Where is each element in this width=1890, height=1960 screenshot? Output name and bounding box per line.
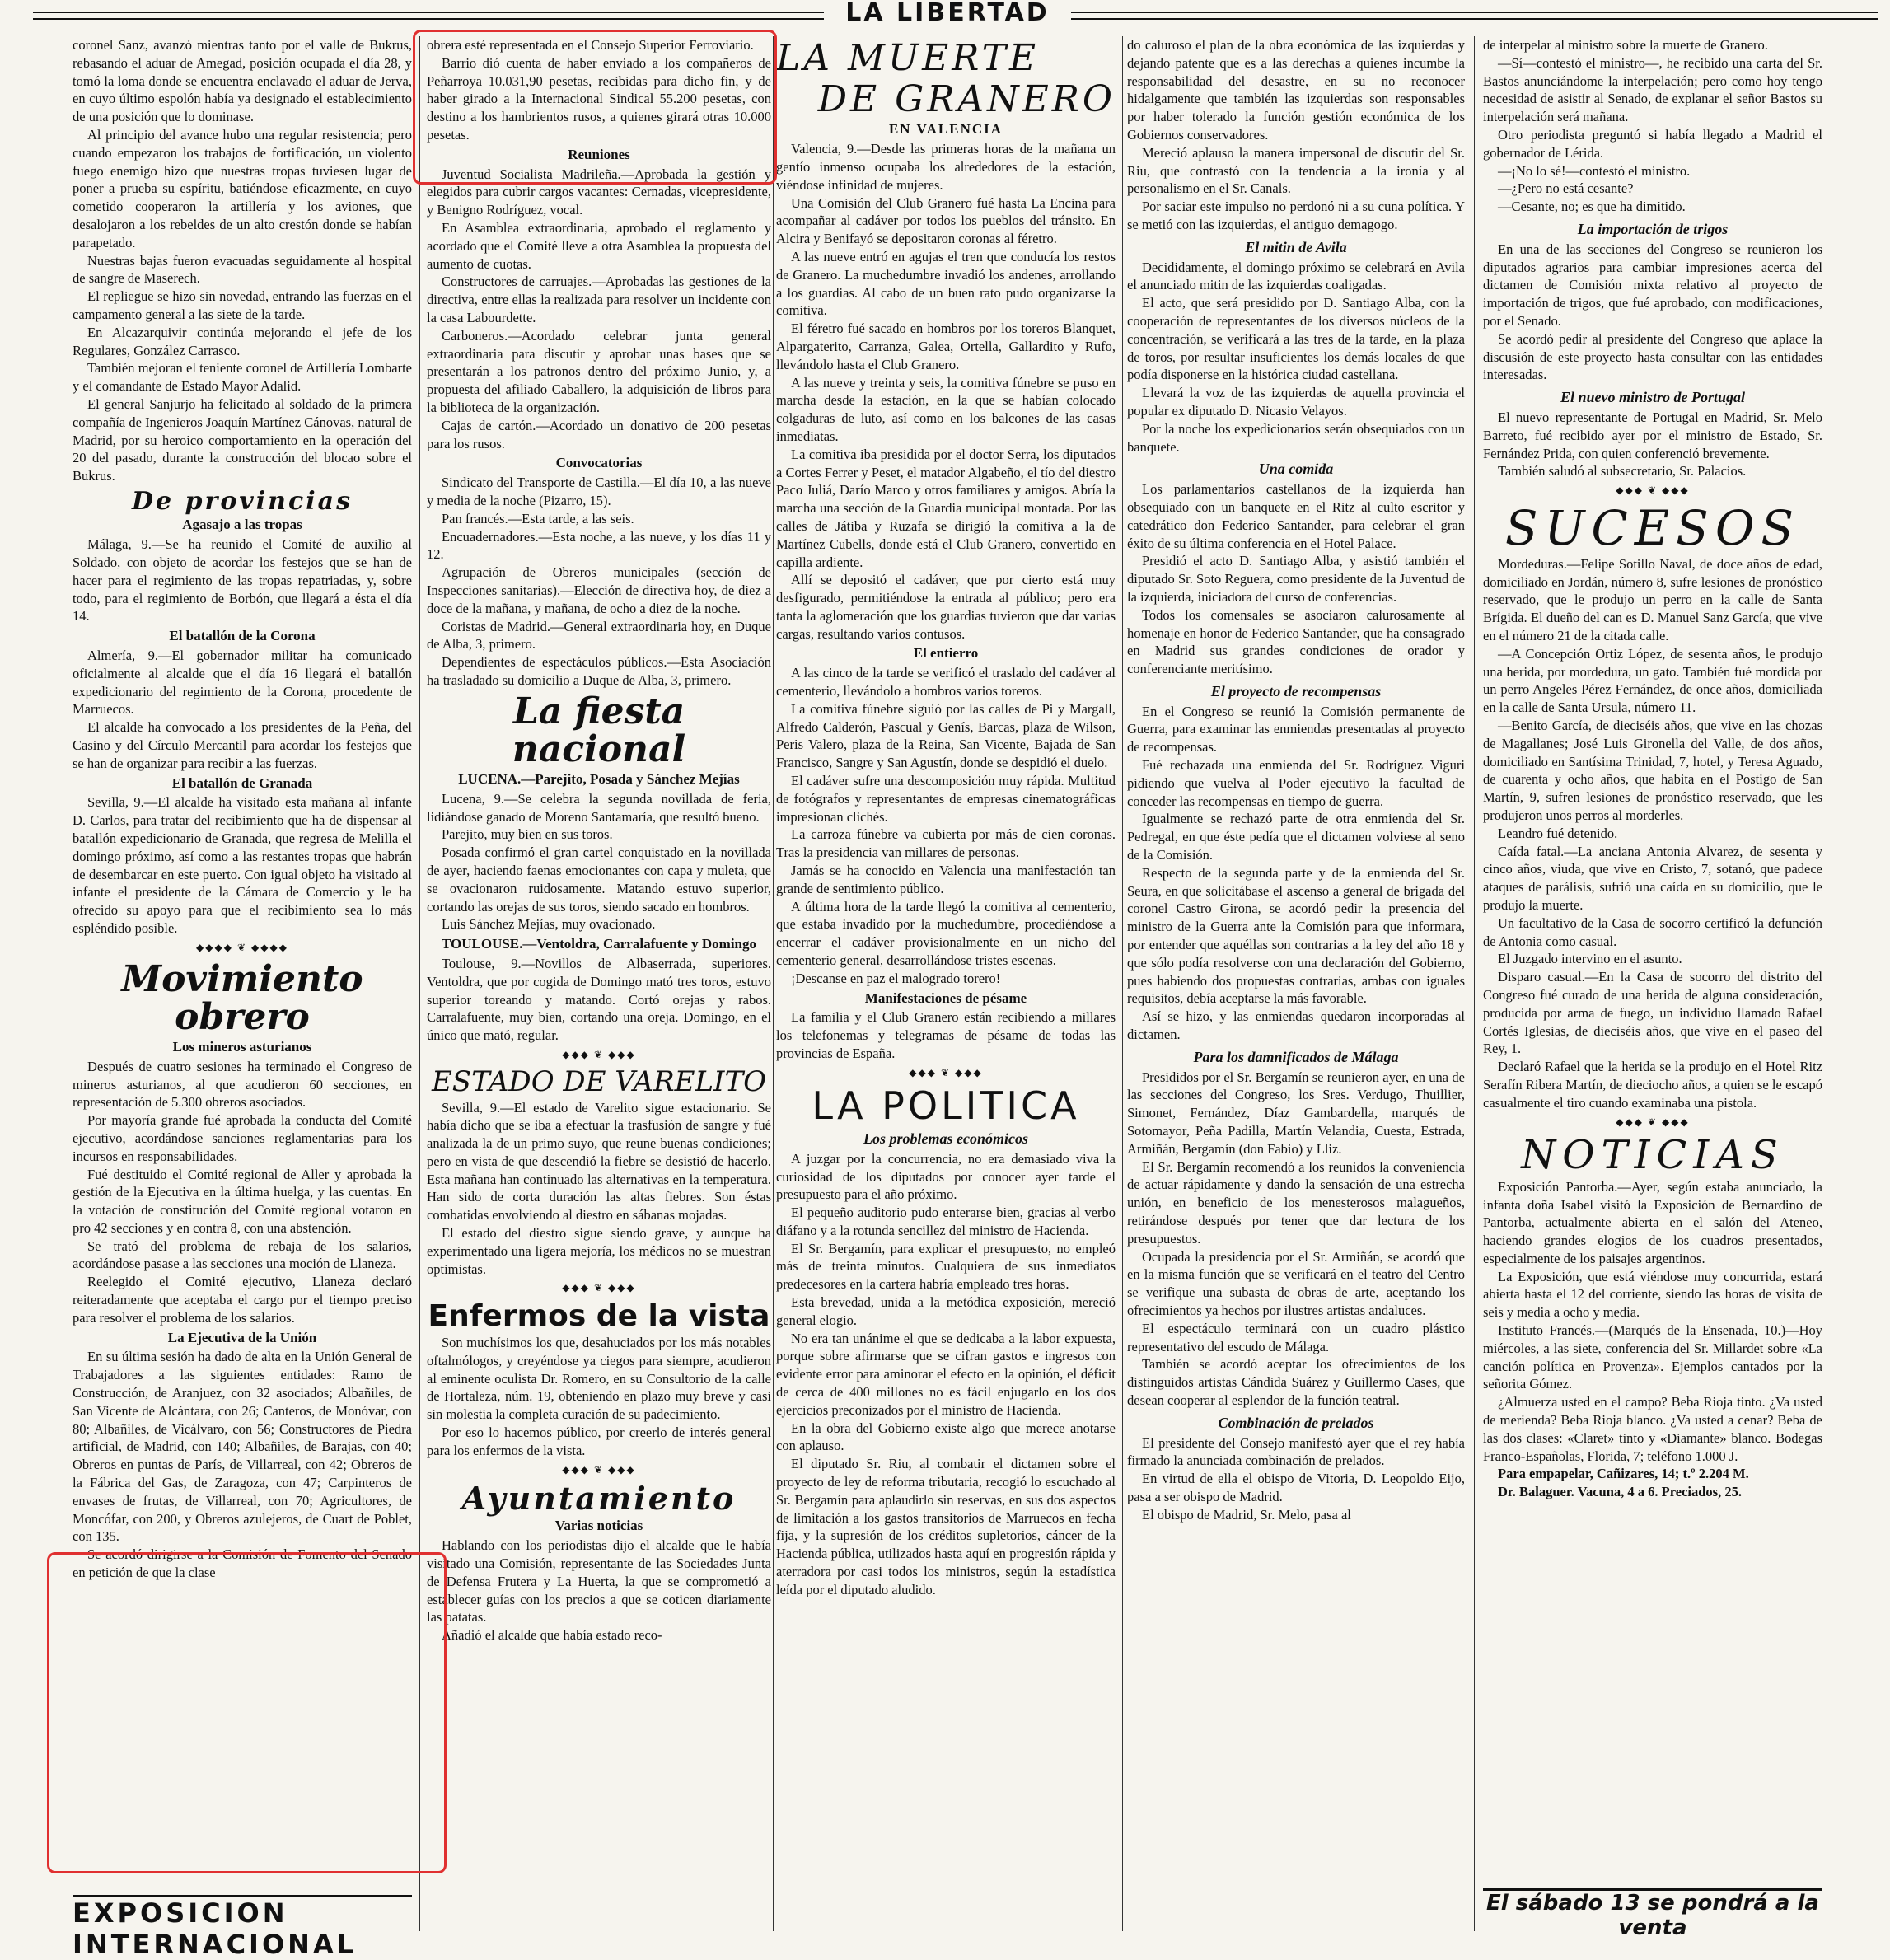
paragraph: Sindicato del Transporte de Castilla.—El día 10, a las nueve y media de la noche (Pizarro, 15). <box>427 475 771 508</box>
ornament-divider: ◆◆◆ ❦ ◆◆◆ <box>909 1066 983 1078</box>
paragraph: Posada confirmó el gran cartel conquistado en la novillada de ayer, haciendo faenas emocionantes con capa y muleta, que se ovacionaron ruidosamente. Matando estuvo superior, cortando las orejas de sus toros, siendo sacado en hombros. <box>427 844 771 915</box>
ornament-divider: ◆◆◆◆ ❦ ◆◆◆◆ <box>196 941 288 953</box>
paragraph: El diputado Sr. Riu, al combatir el dictamen sobre el proyecto de ley de reforma tributaria, recogió lo escuchado al Sr. Bergamín para aplaudirlo sin reservas, en sus dos aspectos de limitación a los gastos transitorios de Marruecos en fecha fija, y la supresión de los créditos supletorios, cáncer de la Hacienda pública, utilizados hasta aquí en progresión rápida y aterradora por casi todos los ministros, según la estadística leída por el diputado aludido. <box>776 1456 1116 1597</box>
ornament-divider: ◆◆◆ ❦ ◆◆◆ <box>1616 484 1690 497</box>
paragraph: En Asamblea extraordinaria, aprobado el reglamento y acordado que el Comité lleve a otra Asamblea la propuesta del aumento de cuotas. <box>427 219 771 272</box>
paragraph: Igualmente se rechazó parte de otra enmienda del Sr. Pedregal, en que éste pedía que el dictamen volviese al seno de la Comisión. <box>1127 811 1465 863</box>
paragraph: Caída fatal.—La anciana Antonia Alvarez, de sesenta y cinco años, viuda, que vive en Cristo, 7, sotanó, que padece ataques de parálisis, sufrió una caída en su domicilio, que le produjo la muerte. <box>1483 843 1822 913</box>
section-heading-sucesos: SUCESOS <box>1504 499 1801 556</box>
paragraph: Así se hizo, y las enmiendas quedaron incorporadas al dictamen. <box>1127 1008 1465 1043</box>
paragraph: Sevilla, 9.—El alcalde ha visitado esta mañana al infante D. Carlos, para tratar del recibimiento que ha de dispensar al batallón expedicionario de Granada, que regresa de Melilla el domingo próximo, así como a las restantes tropas que habrán de desembarcar en este puerto. Con igual objeto ha visitado al infante el presidente de la Cámara de Comercio y le ha ofrecido su apoyo para que el recibimiento sea lo más espléndido posible. <box>73 794 412 936</box>
paragraph: También saludó al subsecretario, Sr. Palacios. <box>1498 463 1747 479</box>
bottom-banner-exposicion: EXPOSICION INTERNACIONAL <box>73 1895 412 1960</box>
paragraph: En una de las secciones del Congreso se reunieron los diputados agrarios para cambiar impresiones acerca del dictamen de Comisión mixta relativo al proyecto de importación de trigos, que fué aprobado, con modificaciones, por el Senado. <box>1483 241 1822 329</box>
paragraph: En su última sesión ha dado de alta en la Unión General de Trabajadores a las siguientes entidades: Ramo de Construcción, de Aranjuez, con 32 asociados; Albañiles, de San Vicente de Alcántara, con 26; Canteros, de Monóvar, con 80; Albañiles, de Vicálvaro, con 56; Constructores de Piedra artificial, de Madrid, con 140; Albañiles, de Barajas, con 40; Obreros en puntas de París, de Villarreal, con 42; Obreros de la Fábrica del Gas, de Zaragoza, con 47; Carpinteros de envases de frutas, de Villarreal, con 70; Agricultores, de Moncófar, con 200, y Obreros azulejeros, de Cuart de Poblet, con 135. <box>73 1349 412 1545</box>
paragraph: Constructores de carruajes.—Aprobadas las gestiones de la directiva, entre ellas la realizada para resolver un incidente con la casa Labourdette. <box>427 274 771 325</box>
paragraph: Por la noche los expedicionarios serán obsequiados con un banquete. <box>1127 420 1465 455</box>
paragraph: El repliegue se hizo sin novedad, entrando las fuerzas en el campamento general a las siete de la tarde. <box>73 288 412 322</box>
paragraph: Agrupación de Obreros municipales (sección de Inspecciones sanitarias).—Elección de directiva hoy, de diez a doce de la mañana, y mañana, de ocho a diez de la noche. <box>427 564 771 616</box>
subheading: El nuevo ministro de Portugal <box>1560 389 1746 406</box>
paragraph: ¡Descanse en paz el malogrado torero! <box>791 970 1001 986</box>
paragraph: El espectáculo terminará con un cuadro plástico representativo del escudo de Málaga. <box>1127 1320 1465 1354</box>
paragraph: Después de cuatro sesiones ha terminado el Congreso de mineros asturianos, al que acudieron 60 secciones, en representación de 5.300 obreros asociados. <box>73 1058 412 1111</box>
paragraph: Otro periodista preguntó si había llegado a Madrid el gobernador de Lérida. <box>1483 126 1822 161</box>
section-heading-enfermos-vista: Enfermos de la vista <box>428 1299 770 1334</box>
paragraph: Fué destituido el Comité regional de Aller y aprobada la gestión de la Ejecutiva en la última huelga, y las cuentas. En la votación de constitución del Comité regional votaron en pro 42 secciones y en contra 8, con una abstención. <box>73 1166 412 1236</box>
subheading: LUCENA.—Parejito, Posada y Sánchez Mejías <box>458 771 740 788</box>
paragraph: —¿Pero no está cesante? <box>1498 180 1634 197</box>
paragraph: No era tan unánime el que se dedicaba a la labor expuesta, porque sobre afirmarse que se cifran gastos e ingresos con evidente error para aminorar el efecto en la opinión, el déficit de cerca de 400 millones no es fácil enjugarlo en los dos ejercicios preconizados por el ministro de Hacienda. <box>776 1330 1116 1418</box>
bottom-banner-sabado: El sábado 13 se pondrá a la venta <box>1483 1888 1822 1940</box>
section-heading-ayuntamiento: Ayuntamiento <box>461 1480 737 1518</box>
paragraph: Llevará la voz de las izquierdas de aquella provincia el popular ex diputado D. Nicasio Velayos. <box>1127 385 1465 419</box>
paragraph: Ocupada la presidencia por el Sr. Armiñán, se acordó que en la misma función que se verificará en el teatro del Centro se verifique una subasta de obras de arte, aceptando los ofrecimientos ya hechos por ilustres artistas andaluces. <box>1127 1248 1465 1318</box>
section-heading-noticias: NOTICIAS <box>1521 1132 1785 1179</box>
paragraph: Mereció aplauso la manera impersonal de discutir del Sr. Riu, que contrastó con la tendencia a la ironía y al personalismo en el Sr. Canals. <box>1127 144 1465 197</box>
paragraph: Encuadernadores.—Esta noche, a las nueve, y los días 11 y 12. <box>427 528 771 563</box>
paragraph: Juventud Socialista Madrileña.—Aprobada la gestión y elegidos para cubrir cargos vacantes: Cernadas, vicepresidente, y Benigno Rodríguez, vocal. <box>427 166 771 218</box>
paragraph: Instituto Francés.—(Marqués de la Ensenada, 10.)—Hoy miércoles, a las siete, conferencia del Sr. Millardet sobre «La canción política en Provenza». Ejemplos cantados por la señorita Gómez. <box>1483 1322 1822 1392</box>
paragraph: Fué rechazada una enmienda del Sr. Rodríguez Viguri pidiendo que vuelva al Poder ejecutivo la facultad de conceder las recompensas en tiempo de guerra. <box>1127 757 1465 809</box>
paragraph: El acto, que será presidido por D. Santiago Alba, con la cooperación de representantes de los diversos núcleos de la concentración, se verificará a las tres de la tarde, en la plaza de toros, por resultar insuficientes los demás locales de que podía disponerse en la histórica ciudad castellana. <box>1127 295 1465 383</box>
paragraph: Lucena, 9.—Se celebra la segunda novillada de feria, lidiándose ganado de Moreno Santamaría, que resultó bueno. <box>427 790 771 825</box>
paragraph: Sevilla, 9.—El estado de Varelito sigue estacionario. Se había dicho que se iba a efectuar la trasfusión de sangre y fué analizada la de un primo suyo, que reune buenas condiciones; pero en vista de que descendió la fiebre se desistió de hacerlo. Esta mañana han continuado las alternativas en la temperatura. Han sido de corta duración las altas fiebres. Son éstas combatidas envolviendo al diestro en sábanas mojadas. <box>427 1099 771 1223</box>
paragraph: Son muchísimos los que, desahuciados por los más notables oftalmólogos, y creyéndose ya ciegos para siempre, acudieron al eminente oculista Dr. Romero, en su Consultorio de la calle de Hortaleza, núm. 19, obteniendo en plazo muy breve y casi sin molestia la completa curación de su padecimiento. <box>427 1335 771 1423</box>
paragraph: Al principio del avance hubo una regular resistencia; pero cuando empezaron los trabajos de fortificación, un violento fuego enemigo hizo que nuestras tropas tuviesen lugar de poner a prueba su espíritu, batiéndose eficazmente, en cuyo cometido cooperaron la artillería y los aviones, que desalojaron a los rebeldes de un alto crestón donde se habían parapetado. <box>73 126 412 250</box>
paragraph: El obispo de Madrid, Sr. Melo, pasa al <box>1142 1506 1351 1523</box>
paragraph: de interpelar al ministro sobre la muerte de Granero. <box>1483 37 1768 53</box>
paragraph: Un facultativo de la Casa de socorro certificó la defunción de Antonia como casual. <box>1483 915 1822 949</box>
paragraph: Declaró Rafael que la herida se la produjo en el Hotel Ritz Serafín Ribera Martín, de dieciocho años, a quien se le escapó casualmente el tiro cuando examinaba una pistola. <box>1483 1059 1822 1111</box>
paragraph: El cadáver sufre una descomposición muy rápida. Multitud de fotógrafos y representantes de empresas cinematográficas impresionan clichés. <box>776 773 1116 825</box>
section-heading-la-politica: LA POLITICA <box>812 1083 1080 1128</box>
section-heading-fiesta-nacional: La fiesta nacional <box>512 690 686 770</box>
paragraph: —Cesante, no; es que ha dimitido. <box>1498 199 1686 215</box>
paragraph: La carroza fúnebre va cubierta por más de cien coronas. Tras la presidencia van millares de personas. <box>776 826 1116 861</box>
subheading: El proyecto de recompensas <box>1210 682 1382 699</box>
column-divider <box>1122 36 1123 1931</box>
paragraph: —¡No lo sé!—contestó el ministro. <box>1498 162 1691 179</box>
paragraph: Toulouse, 9.—Novillos de Albaserrada, superiores. Ventoldra, que por cogida de Domingo mató tres toros, estuvo superior toreando y matando. Cortó orejas y rabos. Carralafuente, muy bien, cortando una oreja. Domingo, en el único que mató, regular. <box>427 956 771 1044</box>
subheading: Varias noticias <box>554 1518 643 1534</box>
paragraph: Luis Sánchez Mejías, muy ovacionado. <box>442 916 656 933</box>
paragraph: Todos los comensales se asociaron calurosamente al homenaje en honor de Federico Santander, que ha consagrado en Madrid sus grandes condiciones de orador y conferenciante meritísimo. <box>1127 606 1465 677</box>
paragraph: Añadió el alcalde que había estado reco- <box>442 1627 662 1644</box>
masthead-rule-left <box>33 12 824 20</box>
paragraph: En la obra del Gobierno existe algo que merece anotarse con aplauso. <box>776 1420 1116 1454</box>
paragraph: Jamás se ha conocido en Valencia una manifestación tan grande de sentimiento público. <box>776 863 1116 896</box>
paragraph: Valencia, 9.—Desde las primeras horas de la mañana un gentío inmenso ocupaba los alrededores de la estación, viéndose infinidad de mujeres. <box>776 141 1116 193</box>
subheading: Para los damnificados de Málaga <box>1193 1048 1399 1065</box>
paragraph: El Sr. Bergamín recomendó a los reunidos la conveniencia de actuar rápidamente y dando la sensación de una estrecha unión, en beneficio de los menesterosos malagueños, retirándose después por tener que dar lectura de los presupuestos. <box>1127 1158 1465 1247</box>
paragraph: —Benito García, de dieciséis años, que vive en las chozas de Magallanes; José Luis Gironella del Valle, de dos años, domiciliado en Santísima Trinidad, 7, hotel, y Teresa Aguado, de cuarenta y ocho años, que habita en el Postigo de San Martín, 9, sufren lesiones de pronóstico reservado, que les produjeron unos perros al morderles. <box>1483 717 1822 823</box>
paragraph: Los parlamentarios castellanos de la izquierda han obsequiado con un banquete en el Ritz al culto escritor y catedrático don Federico Santander, para celebrar el gran éxito de su última conferencia en el Hotel Palace. <box>1127 481 1465 551</box>
paragraph: El general Sanjurjo ha felicitado al soldado de la primera compañía de Ingenieros Joaquín Martínez Cánovas, natural de Madrid, por su heroico comportamiento en la operación del 20 del pasado, durante la construcción del blocao sobre el Bukrus. <box>73 395 412 484</box>
column-3 <box>776 36 1116 1927</box>
paragraph: Pan francés.—Esta tarde, a las seis. <box>442 510 634 526</box>
column-4 <box>1127 36 1465 1927</box>
paragraph: Esta brevedad, unida a la metódica exposición, mereció general elogio. <box>776 1294 1116 1328</box>
paragraph: Hablando con los periodistas dijo el alcalde que le había visitado una Comisión, representante de las Sociedades Junta de Defensa Frutera y La Huerta, la que se comprometió a establecer guías con los precios a que se coticen diariamente las patatas. <box>427 1537 771 1626</box>
paragraph: Málaga, 9.—Se ha reunido el Comité de auxilio al Soldado, con objeto de acordar los festejos que se han de hacer para el regimiento de las tropas repatriadas, y, sobre todo, para el regimiento de Borbón, que llegará a ésta el día 14. <box>73 536 412 624</box>
paragraph: Allí se depositó el cadáver, que por cierto está muy desfigurado, permitiéndose la entrada al público; pero era tanta la aglomeración que los guardias tuvieron que dar varias cargas, resultando varios contusos. <box>776 572 1116 642</box>
paragraph: Almería, 9.—El gobernador militar ha comunicado oficialmente al alcalde que el día 16 llegará el batallón expedicionario del regimiento de la Corona, procedente de Marruecos. <box>73 648 412 718</box>
column-5 <box>1483 36 1822 1927</box>
subheading: Una comida <box>1258 461 1334 478</box>
subheading: TOULOUSE.—Ventoldra, Carralafuente y Domingo <box>441 936 757 952</box>
ornament-divider: ◆◆◆ ❦ ◆◆◆ <box>562 1463 636 1476</box>
paragraph: Parejito, muy bien en sus toros. <box>442 826 613 843</box>
subheading: La importación de trigos <box>1577 220 1729 237</box>
paragraph: A las nueve y treinta y seis, la comitiva fúnebre se puso en marcha desde la estación, en la que se habían colocado colgaduras de luto, así como en los balcones de las casas inmediatas. <box>776 374 1116 444</box>
paragraph: Coristas de Madrid.—General extraordinaria hoy, en Duque de Alba, 3, primero. <box>427 618 771 653</box>
paragraph: Barrio dió cuenta de haber enviado a los compañeros de Peñarroya 10.031,90 pesetas, recibidas para dicho fin, y de haber girado a la Internacional Sindical 55.200 pesetas, con destino a los hambrientos rusos, a quienes girará otras 10.000 pesetas. <box>427 54 771 143</box>
ornament-divider: ◆◆◆ ❦ ◆◆◆ <box>562 1282 636 1294</box>
subheading: Convocatorias <box>555 455 643 471</box>
paragraph: Decididamente, el domingo próximo se celebrará en Avila el anunciado mitin de las izquierdas coaligadas. <box>1127 259 1465 293</box>
subheading: El batallón de la Corona <box>169 628 316 644</box>
paragraph: A última hora de la tarde llegó la comitiva al cementerio, que estaba invadido por la muchedumbre, procediéndose a encerrar el cadáver provisionalmente en un nicho del cementerio general, desarrollándose tristes escenas. <box>776 898 1116 969</box>
paragraph: En Alcazarquivir continúa mejorando el jefe de los Regulares, González Carrasco. <box>73 324 412 358</box>
paragraph: Se acordó dirigirse a la Comisión de Fomento del Senado en petición de que la clase <box>73 1546 412 1581</box>
subheading: Los mineros asturianos <box>172 1038 312 1055</box>
paragraph: Reelegido el Comité ejecutivo, Llaneza declaró reiteradamente que aceptaba el cargo por el tiempo preciso para resolver el problema de los salarios. <box>73 1274 412 1326</box>
paragraph: Presidió el acto D. Santiago Alba, y asistió también el diputado Sr. Soto Reguera, como presidente de la Juventud de la izquierda, iniciadora del curso de conferencias. <box>1127 553 1465 605</box>
paragraph: Exposición Pantorba.—Ayer, según estaba anunciado, la infanta doña Isabel visitó la Exposición de Bernardino de Pantorba, actualmente abierta en el salón del Ateneo, haciendo grandes elogios de los cuadros presentados, especialmente de los paisajes argentinos. <box>1483 1178 1822 1266</box>
subheading: El batallón de Granada <box>171 774 313 791</box>
section-heading-movimiento-obrero: Movimiento obrero <box>121 957 363 1038</box>
subheading: Los problemas económicos <box>863 1130 1028 1147</box>
advertisement: Para empapelar, Cañizares, 14; t.º 2.204 M. <box>1498 1466 1749 1482</box>
paragraph: La comitiva fúnebre siguió por las calles de Pi y Margall, Alfredo Calderón, Pascual y Genís, Barcas, plaza de Wilson, Peris Valero, plaza de la Reina, San Vicente, Bajada de San Francisco, Sangre y San Agustín, donde se despidió el duelo. <box>776 700 1116 771</box>
paragraph: Por mayoría grande fué aprobada la conducta del Comité ejecutivo, acordándose sanciones reglamentarias para los incursos en responsabilidades. <box>73 1112 412 1164</box>
paragraph: Se acordó pedir al presidente del Congreso que aplace la discusión de este proyecto hasta consultar con las entidades interesadas. <box>1483 330 1822 383</box>
subheading: Agasajo a las tropas <box>182 517 302 533</box>
paragraph: Dependientes de espectáculos públicos.—Esta Asociación ha trasladado su domicilio a Duque de Alba, 3, primero. <box>427 654 771 688</box>
subheading: Manifestaciones de pésame <box>864 989 1027 1006</box>
paragraph: Una Comisión del Club Granero fué hasta La Encina para acompañar al cadáver por todos los pueblos del tránsito. En Alcira y Benifayó se depositaron coronas al féretro. <box>776 194 1116 247</box>
subheading: La Ejecutiva de la Unión <box>167 1329 317 1345</box>
headline-la-muerte: LA MUERTE <box>776 37 1040 79</box>
paragraph: Presididos por el Sr. Bergamín se reunieron ayer, en una de las secciones del Congreso, los Sres. Verdugo, Thuillier, Simonet, Fernández, Díaz Gambardella, marqués de Sotomayor, Peña Padilla, Martín Velandia, Cuesta, Estrada, Armiñán, Bergamín (don Fabio) y Lliz. <box>1127 1069 1465 1157</box>
paragraph: La Exposición, que está viéndose muy concurrida, estará abierta hasta el 12 del corriente, siendo las horas de visita de seis y media a ocho y media. <box>1483 1268 1822 1321</box>
paragraph: En el Congreso se reunió la Comisión permanente de Guerra, para examinar las enmiendas presentadas al proyecto de recompensas. <box>1127 703 1465 755</box>
masthead <box>0 0 1890 25</box>
paragraph: La familia y el Club Granero están recibiendo a millares los telefonemas y telegramas de pésame de todas las provincias de España. <box>776 1009 1116 1062</box>
ornament-divider: ◆◆◆ ❦ ◆◆◆ <box>562 1049 636 1061</box>
subheading: El mitin de Avila <box>1245 238 1347 255</box>
subheading: EN VALENCIA <box>888 121 1003 138</box>
paragraph: —Sí—contestó el ministro—, he recibido una carta del Sr. Bastos anunciándome la interpelación; pero como hoy tengo necesidad de asistir al Senado, de explanar el señor Bastos su interpelación será mañana. <box>1483 54 1822 125</box>
paragraph: A las cinco de la tarde se verificó el traslado del cadáver al cementerio, llevándolo a hombros varios toreros. <box>776 665 1116 699</box>
paragraph: ¿Almuerza usted en el campo? Beba Rioja tinto. ¿Va usted de merienda? Beba Rioja blanco. ¿Va usted a cenar? Beba de las dos clases: «Claret» tinto y «Diamante» blanco. Bodegas Franco-Españolas, Florida, 7; teléfono 1.000 J. <box>1483 1394 1822 1464</box>
masthead-title: LA LIBERTAD <box>845 0 1050 27</box>
paragraph: Respecto de la segunda parte y de la enmienda del Sr. Seura, en que solicitábase el ascenso a general de brigada del coronel Castro Girona, se acordó pedir la presencia del ministro de la Guerra ante la Comisión para que informara, por entender que aquéllas son contrarias a la ley del año 18 y que sólo podía resolverse con una declaración del Gobierno, pues habiendo dos propuestas contrarias, ambas con iguales requisitos, debía aceptarse la más favorable. <box>1127 864 1465 1007</box>
paragraph: —A Concepción Ortiz López, de sesenta años, le produjo una herida, por mordedura, un gato. También fué mordida por un perro Angeles Pérez Fernández, de once años, domiciliada en la calle de Santa Ursula, número 11. <box>1483 645 1822 716</box>
paragraph: El presidente del Consejo manifestó ayer que el rey había firmado la anunciada combinación de prelados. <box>1127 1434 1465 1469</box>
paragraph: Carboneros.—Acordado celebrar junta general extraordinaria para discutir y aprobar unas bases que se presentarán a los patronos dentro del próximo Junio, y, a propuesta del afiliado Caballero, la adquisición de libros para la biblioteca de la organización. <box>427 327 771 415</box>
subheading: El entierro <box>913 645 979 662</box>
section-heading-varelito: ESTADO DE VARELITO <box>431 1064 767 1098</box>
paragraph: A juzgar por la concurrencia, no era demasiado viva la curiosidad de los diputados por conocer ayer tarde el presupuesto para el año próximo. <box>776 1150 1116 1203</box>
paragraph: El féretro fué sacado en hombros por los toreros Blanquet, Alpargaterito, Carranza, Galea, Ortella, Gallardito y Rufo, llevándolo hasta el Club Granero. <box>776 320 1116 372</box>
paragraph: También mejoran el teniente coronel de Artillería Lombarte y el comandante de Estado Mayor Adalid. <box>73 360 412 395</box>
paragraph: Disparo casual.—En la Casa de socorro del distrito del Congreso fué curado de una herida de alguna consideración, producida por arma de fuego, un individuo llamado Rafael Cortés Iglesias, de dieciséis años, que vive en el paseo del Rey, 1. <box>1483 969 1822 1057</box>
paragraph: Por eso lo hacemos público, por creerlo de interés general para los enfermos de la vista. <box>427 1424 771 1458</box>
subheading: Reuniones <box>568 146 630 162</box>
paragraph: El Sr. Bergamín, para explicar el presupuesto, no empleó más de treinta minutos. Cualquiera de sus inmediatos predecesores en la cartera habría empleado tres horas. <box>776 1240 1116 1293</box>
section-heading-provincias: De provincias <box>132 486 353 516</box>
paragraph: El Juzgado intervino en el asunto. <box>1498 951 1682 967</box>
paragraph: Leandro fué detenido. <box>1498 825 1618 841</box>
paragraph: El pequeño auditorio pudo enterarse bien, gracias al verbo diáfano y a la rotunda sencillez del ministro de Hacienda. <box>776 1205 1116 1238</box>
highlight-box-bottom <box>47 1552 447 1873</box>
headline-de-granero: DE GRANERO <box>817 78 1116 121</box>
paragraph: Por saciar este impulso no perdonó ni a su cuna política. Y se metió con las izquierdas, el antiguo demagogo. <box>1127 199 1465 232</box>
paragraph: El nuevo representante de Portugal en Madrid, Sr. Melo Barreto, fué recibido ayer por el ministro de Estado, Sr. Fernández Prida, con quien conferenció brevemente. <box>1483 409 1822 461</box>
paragraph: En virtud de ella el obispo de Vitoria, D. Leopoldo Eijo, pasa a ser obispo de Madrid. <box>1127 1471 1465 1504</box>
paragraph: coronel Sanz, avanzó mientras tanto por el valle de Bukrus, rebasando el aduar de Amegad, posición ocupada el día 28, y tomó la loma donde se encuentra enclavado el aduar de Jerva, en cuyo último espolón había ya designado el establecimiento de una posición que lo dominase. <box>73 37 412 125</box>
paragraph: obrera esté representada en el Consejo Superior Ferroviario. <box>427 37 754 53</box>
paragraph: Nuestras bajas fueron evacuadas seguidamente al hospital de sangre de Maserech. <box>73 252 412 287</box>
paragraph: Se trató del problema de rebaja de los salarios, acordándose pasase a las secciones una moción de Llaneza. <box>73 1237 412 1272</box>
subheading: Combinación de prelados <box>1218 1414 1374 1431</box>
ornament-divider: ◆◆◆ ❦ ◆◆◆ <box>1616 1116 1690 1128</box>
paragraph: Cajas de cartón.—Acordado un donativo de 200 pesetas para los rusos. <box>427 417 771 451</box>
paragraph: Mordeduras.—Felipe Sotillo Naval, de doce años de edad, domiciliado en Jordán, número 8, sufre lesiones de pronóstico reservado, que le produjo un perro en la calle de Santa Brígida. El dueño del can es D. Manuel Sanz García, que vive en el número 21 de la citada calle. <box>1483 555 1822 643</box>
highlight-box-top <box>413 30 777 185</box>
paragraph: El alcalde ha convocado a los presidentes de la Peña, del Casino y del Círculo Mercantil para acordar los festejos que se han de organizar para recibir a las fuerzas. <box>73 719 412 771</box>
masthead-rule-right <box>1071 12 1878 20</box>
column-2 <box>427 36 771 1927</box>
column-divider <box>773 36 774 1931</box>
paragraph: También se acordó aceptar los ofrecimientos de los distinguidos artistas Cándida Suárez y Guillermo Cases, que desean cooperar al esplendor de la función teatral. <box>1127 1356 1465 1408</box>
advertisement: Dr. Balaguer. Vacuna, 4 a 6. Preciados, 25. <box>1498 1484 1742 1500</box>
paragraph: La comitiva iba presidida por el doctor Serra, los diputados a Cortes Ferrer y Peset, el matador Algabeño, el tío del diestro Paco Juliá, Darío Marco y otros familiares y amigos. Abría la marcha una sección de la Guardia municipal montada. Por las calles de Játiba y Ruzafa se dirigió la comitiva a la de Martínez Cubells, donde está el Club Granero, convertido en capilla ardiente. <box>776 446 1116 570</box>
column-divider <box>1474 36 1475 1931</box>
paragraph: El estado del diestro sigue siendo grave, y aunque ha experimentado una ligera mejoría, los médicos no se muestran optimistas. <box>427 1225 771 1277</box>
paragraph: A las nueve entró en agujas el tren que conducía los restos de Granero. La muchedumbre invadió los andenes, arrollando a los guardias. Al cabo de un buen rato pudo organizarse la comitiva. <box>776 248 1116 319</box>
paragraph: do caluroso el plan de la obra económica de las izquierdas y dejando patente que es a las derechas a quienes incumbe la responsabilidad del desastre, en su no reconocer hidalgamente que también las izquierdas son responsables por haber tolerado la función gestión económica de los Gobiernos conservadores. <box>1127 37 1465 143</box>
